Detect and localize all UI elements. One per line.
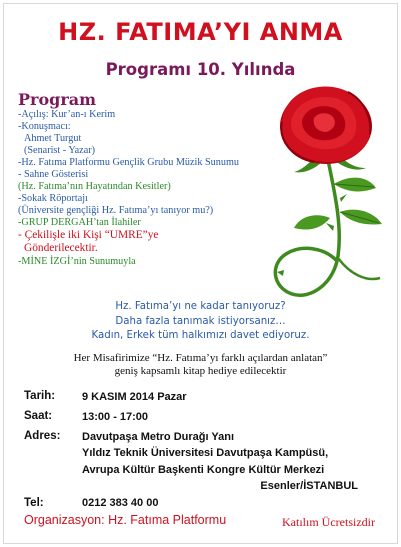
program-item-music: -Hz. Fatıma Platformu Gençlik Grubu Müzik Sunumu <box>18 157 239 168</box>
program-item-interview: -Sokak Röportajı <box>18 193 88 204</box>
address-city: Esenler/İSTANBUL <box>260 480 358 492</box>
organizer-text: Organizasyon: Hz. Fatıma Platformu <box>24 513 227 527</box>
participation-text: Katılım Ücretsizdir <box>282 515 375 529</box>
program-heading: Program <box>18 90 97 109</box>
program-item-interview-desc: (Üniversite gençliği Hz. Fatıma’yı tanıyor mu?) <box>18 205 214 216</box>
question-line: Hz. Fatıma’yı ne kadar tanıyoruz? <box>115 301 286 312</box>
program-item-speaker-role: (Senarist - Yazar) <box>24 145 96 156</box>
program-item-host: -MİNE İZGİ’nin Sunumuyla <box>18 256 136 267</box>
question-line: Daha fazla tanımak istiyorsanız… <box>115 315 286 327</box>
invitation-questions <box>0 300 401 344</box>
program-item-speaker: -Konuşmacı: <box>18 121 71 132</box>
gift-line: Her Misafirimize “Hz. Fatıma’yı farklı açılardan anlatan” <box>73 352 328 364</box>
program-item-opening: -Açılış: Kur’an-ı Kerim <box>18 109 116 120</box>
poster-title: HZ. FATIMA’YI ANMA <box>58 18 343 46</box>
program-item-stage-desc: (Hz. Fatıma’nın Hayatından Kesitler) <box>18 181 171 192</box>
time-value: 13:00 - 17:00 <box>82 411 149 423</box>
program-item-stage: - Sahne Gösterisi <box>18 169 89 180</box>
rose-illustration <box>258 78 398 313</box>
address-line: Davutpaşa Metro Durağı Yanı <box>82 431 235 443</box>
address-line: Yıldız Teknik Üniversitesi Davutpaşa Kampüsü, <box>82 447 329 459</box>
program-item-draw: - Çekilişle iki Kişi “UMRE”ye <box>18 229 159 241</box>
address-line: Avrupa Kültür Başkenti Kongre Kültür Merkezi <box>82 464 325 476</box>
program-item-hymns: -GRUP DERGAH’tan İlahiler <box>18 217 141 228</box>
question-line: Kadın, Erkek tüm halkımızı davet ediyoruz. <box>91 330 310 341</box>
program-item-draw-cont: Gönderilecektir. <box>24 242 98 254</box>
phone-label: Tel: <box>24 497 44 509</box>
date-label: Tarih: <box>24 390 56 402</box>
gift-line: geniş kapsamlı kitap hediye edilecektir <box>114 365 287 377</box>
date-value: 9 KASIM 2014 Pazar <box>82 391 187 403</box>
poster-subtitle: Programı 10. Yılında <box>105 60 296 79</box>
time-label: Saat: <box>24 410 53 422</box>
phone-value: 0212 383 40 00 <box>82 497 159 509</box>
gift-notice <box>0 352 401 378</box>
address-label: Adres: <box>24 430 61 442</box>
program-item-speaker-name: Ahmet Turgut <box>24 133 82 144</box>
